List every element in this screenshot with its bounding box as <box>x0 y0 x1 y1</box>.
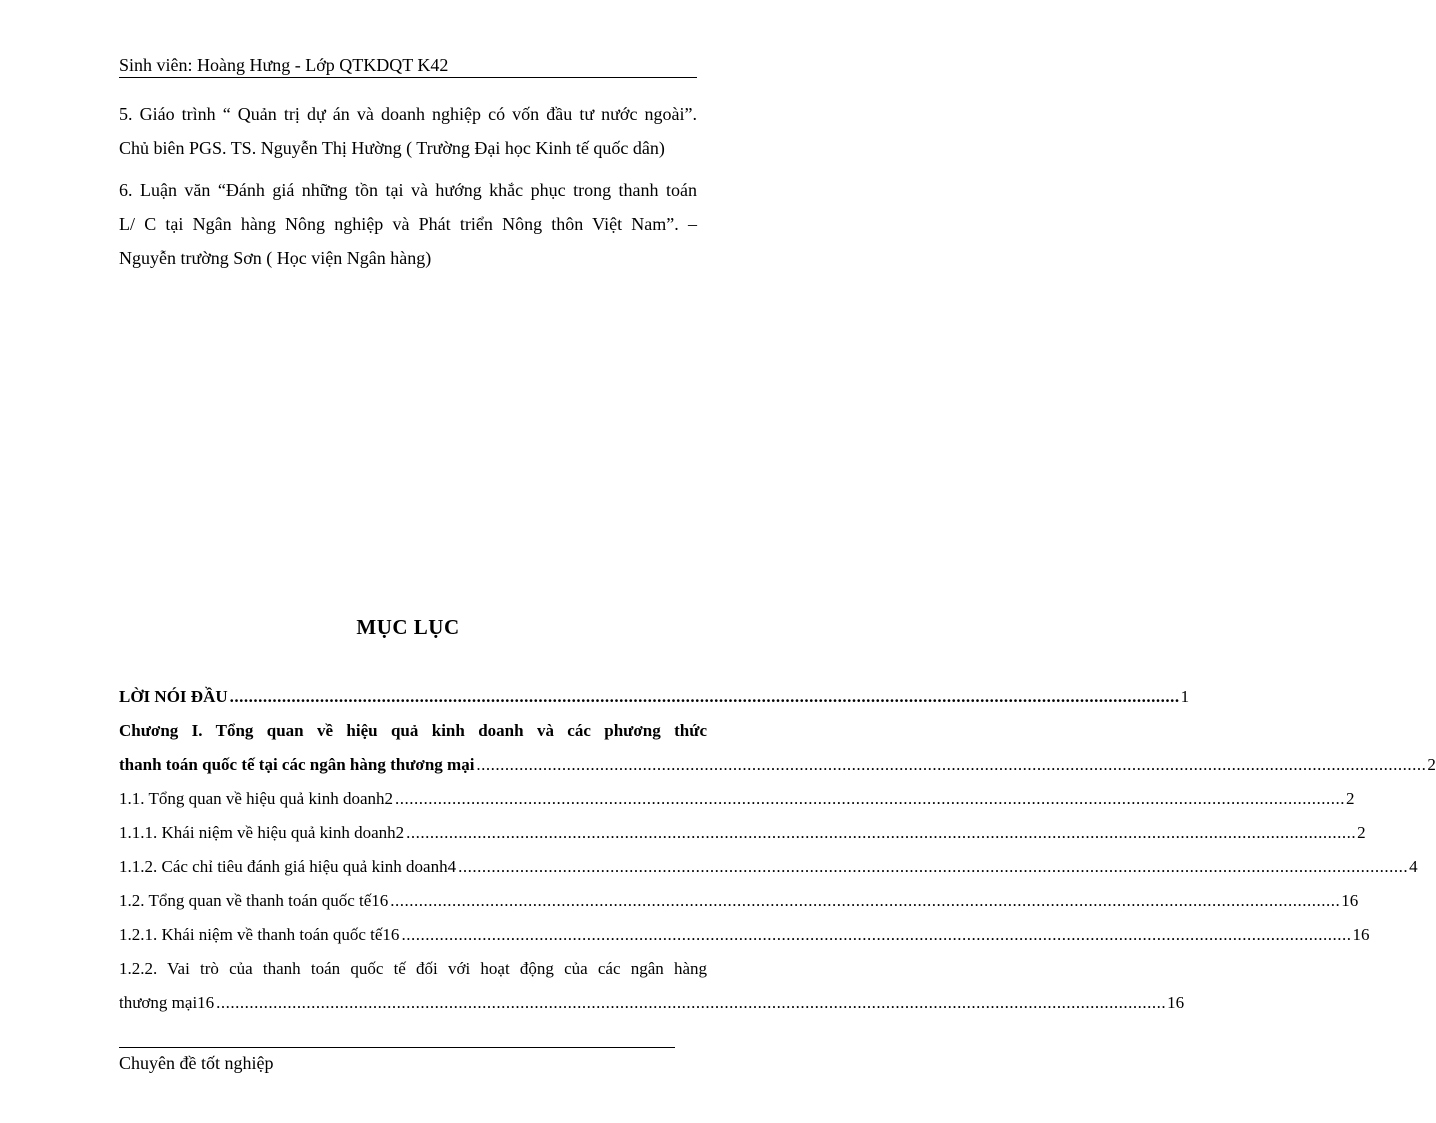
toc-entry-text: 1.1.2. Các chỉ tiêu đánh giá hiệu quả kinh doanh4 <box>119 857 457 876</box>
toc-entry[interactable] <box>119 884 1359 918</box>
toc-leader-dots: ........................................................................................................................................................................................................ <box>406 823 1357 842</box>
toc-entry[interactable] <box>119 680 1190 714</box>
toc-leader-dots: ........................................................................................................................................................................................................ <box>476 755 1427 774</box>
header-rule <box>119 77 697 78</box>
reference-line: Nguyễn trường Sơn ( Học viện Ngân hàng) <box>119 248 432 268</box>
footer-rule <box>119 1047 675 1048</box>
toc-entry-text: 1.2. Tổng quan về thanh toán quốc tế16 <box>119 891 389 910</box>
toc-page-number: 2 <box>1357 823 1366 842</box>
toc-leader-dots: ........................................................................................................................................................................................................ <box>395 789 1346 808</box>
reference-line: Chủ biên PGS. TS. Nguyễn Thị Hường ( Trường Đại học Kinh tế quốc dân) <box>119 138 665 158</box>
toc-entry-text: 1.1. Tổng quan về hiệu quả kinh doanh2 <box>119 789 394 808</box>
toc-entry[interactable] <box>119 952 1185 1020</box>
toc-entry-text: LỜI NÓI ĐẦU <box>119 687 228 706</box>
reference-line: L/ C tại Ngân hàng Nông nghiệp và Phát triển Nông thôn Việt Nam”. – <box>119 214 697 234</box>
reference-line: 5. Giáo trình “ Quản trị dự án và doanh nghiệp có vốn đầu tư nước ngoài”. <box>119 104 697 124</box>
toc-leader-dots: ........................................................................................................................................................................................................ <box>458 857 1409 876</box>
table-of-contents <box>119 680 1436 1020</box>
page-footer: Chuyên đề tốt nghiệp <box>119 1053 274 1073</box>
reference-item <box>119 173 697 275</box>
toc-entry[interactable] <box>119 918 1370 952</box>
toc-page-number: 2 <box>1427 755 1436 774</box>
toc-page-number: 1 <box>1180 687 1190 706</box>
toc-title: MỤC LỤC <box>356 615 460 639</box>
toc-page-number: 16 <box>1352 925 1370 944</box>
toc-page-number: 2 <box>1346 789 1355 808</box>
toc-page-number: 16 <box>1167 993 1185 1012</box>
toc-leader-dots: ........................................................................................................................................................................................................ <box>216 993 1167 1012</box>
toc-entry[interactable] <box>119 816 1366 850</box>
toc-entry-text: Chương I. Tổng quan về hiệu quả kinh doanh và các phương thức <box>119 721 707 740</box>
toc-entry[interactable] <box>119 714 1436 782</box>
toc-leader-dots: ........................................................................................................................................................................................................ <box>390 891 1341 910</box>
toc-entry-text: 1.2.2. Vai trò của thanh toán quốc tế đối với hoạt động của các ngân hàng <box>119 959 707 978</box>
page-header: Sinh viên: Hoàng Hưng - Lớp QTKDQT K42 <box>119 55 449 75</box>
toc-leader-dots: ........................................................................................................................................................................................................ <box>401 925 1352 944</box>
toc-leader-dots: ........................................................................................................................................................................................................ <box>229 687 1180 706</box>
reference-line: 6. Luận văn “Đánh giá những tồn tại và hướng khắc phục trong thanh toán <box>119 180 697 200</box>
toc-entry-text: 1.2.1. Khái niệm về thanh toán quốc tế16 <box>119 925 400 944</box>
toc-page-number: 4 <box>1409 857 1418 876</box>
toc-entry-text: thương mại16 <box>119 993 215 1012</box>
toc-page-number: 16 <box>1341 891 1359 910</box>
toc-entry[interactable] <box>119 782 1355 816</box>
toc-entry-text: 1.1.1. Khái niệm về hiệu quả kinh doanh2 <box>119 823 405 842</box>
toc-entry-text: thanh toán quốc tế tại các ngân hàng thương mại <box>119 755 475 774</box>
toc-entry[interactable] <box>119 850 1418 884</box>
reference-item <box>119 97 697 165</box>
